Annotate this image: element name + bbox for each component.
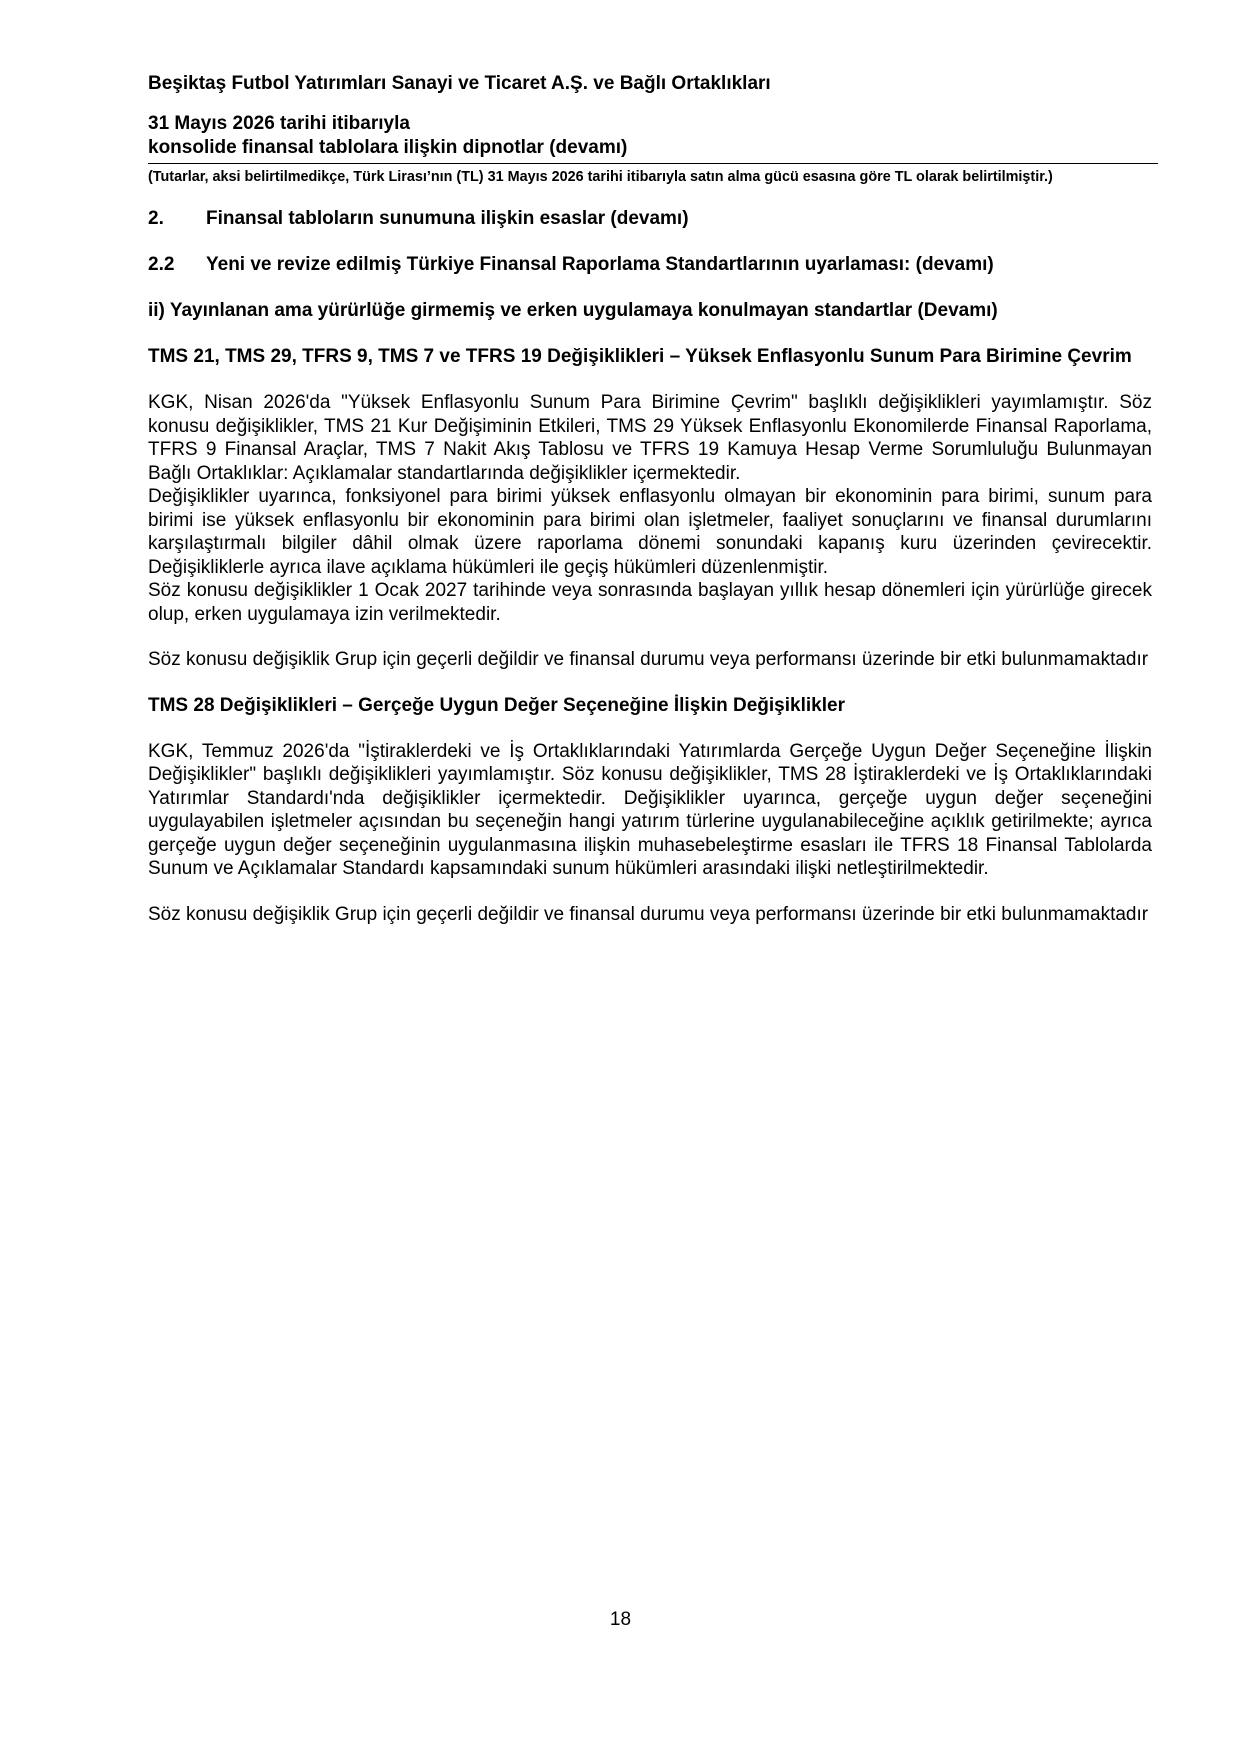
spacer [148,672,1152,694]
page-number: 18 [609,1609,632,1630]
paragraph: KGK, Temmuz 2026'da "İştiraklerdeki ve İş Ortaklıklarındaki Yatırımlarda Gerçeğe Uygun Değer Seçeneğine İlişkin Değişiklikler" başlıklı değişiklikleri yayımlamıştır. Söz konusu değişiklikler, TMS 28 İştiraklerdeki ve İş Ortaklıklarındaki Yatırımlar Standardı'nda değişiklikler içermektedir. Değişiklikler uyarınca, gerçeğe uygun değer seçeneğini uygulayabilen işletmeler açısından bu seçeneğin hangi yatırım türlerine uygulanabileceğine açıklık getirilmekte; ayrıca gerçeğe uygun değer seçeneğinin uygulanmasına ilişkin muhasebeleştirme esasları ile TFRS 18 Finansal Tablolarda Sunum ve Açıklamalar Standardı kapsamındaki sunum hükümleri arasındaki ilişki netleştirilmektedir. [148,740,1152,879]
paragraph: Söz konusu değişiklik Grup için geçerli değildir ve finansal durumu veya performansı üzerinde bir etki bulunmamaktadır [148,903,1149,925]
report-date: 31 Mayıs 2026 tarihi itibarıyla [148,113,410,134]
section-number: 2. [148,208,164,229]
subsection-number: 2.2 [148,254,175,275]
paragraph: Söz konusu değişiklikler 1 Ocak 2027 tarihinde veya sonrasında başlayan yıllık hesap dönemleri için yürürlüğe girecek olup, erken uygulamaya izin verilmektedir. [148,580,1152,625]
topic-heading-tms28: TMS 28 Değişiklikleri – Gerçeğe Uygun Değer Seçeneğine İlişkin Değişiklikler [148,694,845,716]
report-title: konsolide finansal tablolara ilişkin dipnotlar (devamı) [148,137,628,158]
subsection-title: Yeni ve revize edilmiş Türkiye Finansal Raporlama Standartlarının uyarlaması: (devamı) [206,254,994,275]
topic-heading-tms21: TMS 21, TMS 29, TFRS 9, TMS 7 ve TFRS 19 Değişiklikleri – Yüksek Enflasyonlu Sunum Para Birimine Çevrim [148,346,1132,367]
company-name: Beşiktaş Futbol Yatırımları Sanayi ve Ticaret A.Ş. ve Bağlı Ortaklıkları [148,73,771,94]
header-rule [148,163,1158,164]
currency-note: (Tutarlar, aksi belirtilmedikçe, Türk Lirası’nın (TL) 31 Mayıs 2026 tarihi itibarıyla satın alma gücü esasına göre TL olarak belirtilmiştir.) [148,169,1053,185]
spacer [148,881,1152,903]
section-title: Finansal tabloların sunumuna ilişkin esaslar (devamı) [206,208,689,229]
paragraph: KGK, Nisan 2026'da "Yüksek Enflasyonlu Sunum Para Birimine Çevrim" başlıklı değişiklikleri yayımlamıştır. Söz konusu değişiklikler, TMS 21 Kur Değişiminin Etkileri, TMS 29 Yüksek Enflasyonlu Ekonomilerde Finansal Raporlama, TFRS 9 Finansal Araçlar, TMS 7 Nakit Akış Tablosu ve TFRS 19 Kamuya Hesap Verme Sorumluluğu Bulunmayan Bağlı Ortaklıklar: Açıklamalar standartlarında değişiklikler içermektedir. [148,392,1152,484]
document-page [148,72,1152,926]
spacer [148,626,1152,648]
paragraph: Değişiklikler uyarınca, fonksiyonel para birimi yüksek enflasyonlu olmayan bir ekonominin para birimi, sunum para birimi ise yüksek enflasyonlu bir ekonominin para birimi olan işletmeler, faaliyet sonuçlarını ve finansal durumlarını karşılaştırmalı bilgiler dâhil olmak üzere raporlama dönemi sonundaki kapanış kuru üzerinden çevirecektir. Değişikliklerle ayrıca ilave açıklama hükümleri ile geçiş hükümleri düzenlenmiştir. [148,486,1152,578]
paragraph: Söz konusu değişiklik Grup için geçerli değildir ve finansal durumu veya performansı üzerinde bir etki bulunmamaktadır [148,649,1149,670]
subsection-heading [148,253,1152,277]
standards-subheading: ii) Yayınlanan ama yürürlüğe girmemiş ve erken uygulamaya konulmayan standartlar (Devamı) [148,300,998,321]
section-heading [148,207,1152,231]
